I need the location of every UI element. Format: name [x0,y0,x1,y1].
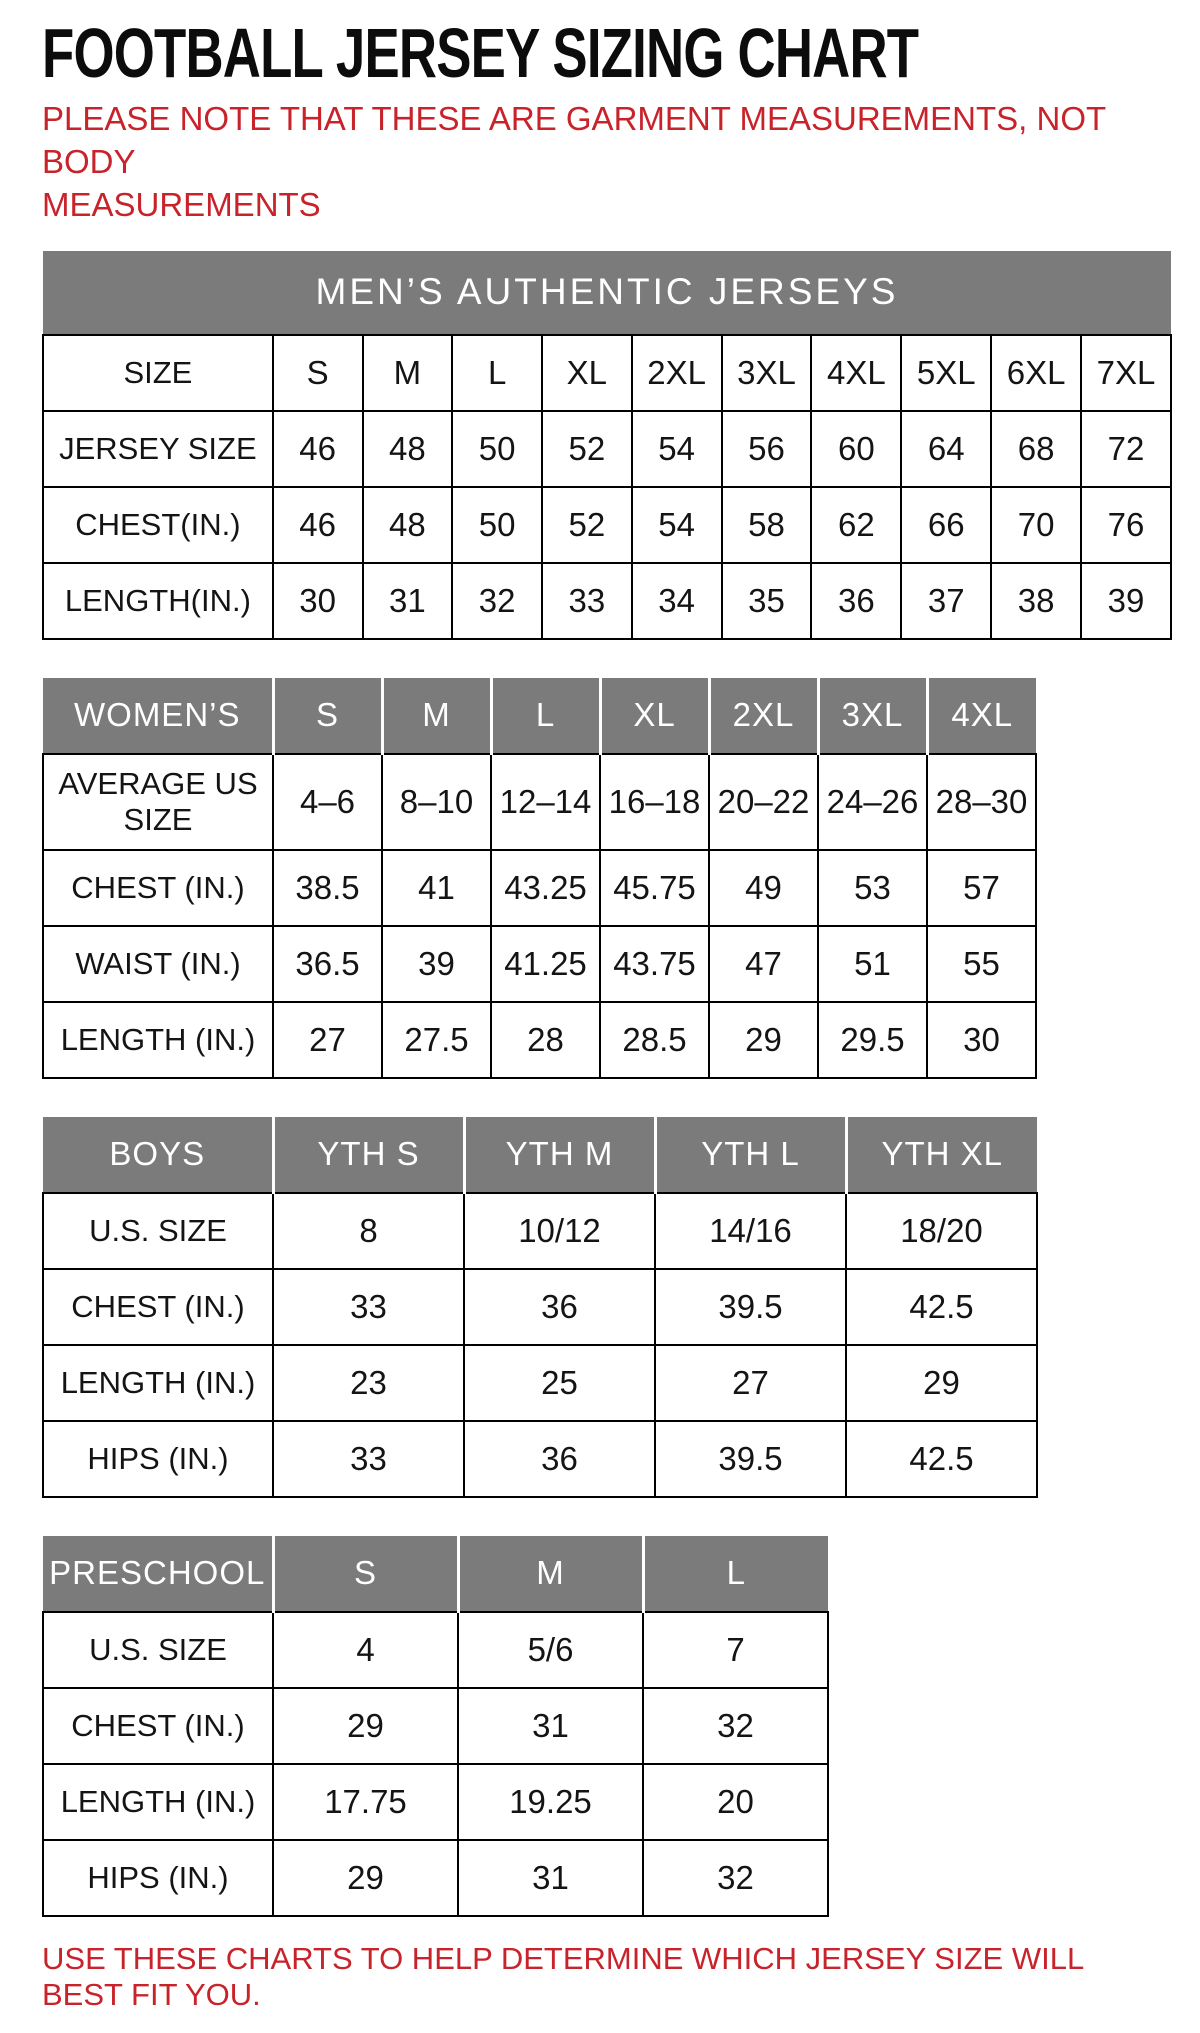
value-cell: 39 [382,926,491,1002]
table-row [43,1612,828,1688]
value-cell: 32 [643,1840,828,1916]
value-cell: 16–18 [600,754,709,850]
value-cell: 36.5 [273,926,382,1002]
size-label-cell: 2XL [632,335,722,411]
value-cell: 57 [927,850,1036,926]
value-cell: 41.25 [491,926,600,1002]
value-cell: 32 [643,1688,828,1764]
value-cell: 50 [452,411,542,487]
column-header-cell: L [643,1536,828,1612]
value-cell: 36 [811,563,901,639]
value-cell: 28–30 [927,754,1036,850]
row-label-cell: LENGTH (IN.) [43,1345,273,1421]
value-cell: 54 [632,411,722,487]
value-cell: 54 [632,487,722,563]
value-cell: 18/20 [846,1193,1037,1269]
value-cell: 41 [382,850,491,926]
note-line-2: MEASUREMENTS [42,185,321,223]
table-row [43,487,1171,563]
value-cell: 35 [722,563,812,639]
value-cell: 12–14 [491,754,600,850]
row-label-cell: LENGTH (IN.) [43,1764,273,1840]
value-cell: 29.5 [818,1002,927,1078]
row-label-cell: CHEST (IN.) [43,1269,273,1345]
mens-authentic-jerseys-table [42,251,1172,640]
row-label-cell: HIPS (IN.) [43,1421,273,1497]
table-row [43,1345,1037,1421]
value-cell: 68 [991,411,1081,487]
value-cell: 24–26 [818,754,927,850]
size-label-cell: 4XL [811,335,901,411]
table-row [43,1536,828,1612]
value-cell: 27 [655,1345,846,1421]
value-cell: 66 [901,487,991,563]
table-row [43,754,1036,850]
value-cell: 23 [273,1345,464,1421]
value-cell: 50 [452,487,542,563]
value-cell: 27 [273,1002,382,1078]
table-row [43,678,1036,754]
column-header-cell: L [491,678,600,754]
size-label-cell: XL [542,335,632,411]
size-label-cell: M [363,335,453,411]
value-cell: 7 [643,1612,828,1688]
value-cell: 28 [491,1002,600,1078]
value-cell: 31 [363,563,453,639]
value-cell: 52 [542,487,632,563]
value-cell: 53 [818,850,927,926]
value-cell: 34 [632,563,722,639]
value-cell: 70 [991,487,1081,563]
value-cell: 29 [709,1002,818,1078]
value-cell: 36 [464,1421,655,1497]
table-row [43,251,1171,335]
size-label-cell: 5XL [901,335,991,411]
value-cell: 29 [846,1345,1037,1421]
value-cell: 46 [273,411,363,487]
table-row [43,850,1036,926]
column-header-cell: YTH XL [846,1117,1037,1193]
value-cell: 28.5 [600,1002,709,1078]
value-cell: 48 [363,411,453,487]
column-header-cell: XL [600,678,709,754]
value-cell: 56 [722,411,812,487]
value-cell: 30 [273,563,363,639]
value-cell: 33 [273,1421,464,1497]
row-label-cell: CHEST(IN.) [43,487,273,563]
value-cell: 31 [458,1688,643,1764]
boys-table [42,1117,1038,1498]
page-title: FOOTBALL JERSEY SIZING CHART [42,13,919,92]
value-cell: 32 [452,563,542,639]
value-cell: 4–6 [273,754,382,850]
row-label-cell: U.S. SIZE [43,1193,273,1269]
value-cell: 14/16 [655,1193,846,1269]
footer-note: USE THESE CHARTS TO HELP DETERMINE WHICH JERSEY SIZE WILL BEST FIT YOU. [42,1940,1084,2012]
column-header-cell: YTH M [464,1117,655,1193]
column-header-cell: 2XL [709,678,818,754]
size-label-cell: 6XL [991,335,1081,411]
value-cell: 20 [643,1764,828,1840]
value-cell: 47 [709,926,818,1002]
boys-table-title: BOYS [43,1117,273,1193]
value-cell: 62 [811,487,901,563]
womens-table-title: WOMEN’S [43,678,273,754]
garment-measurements-note [42,98,1172,227]
table-row [43,1688,828,1764]
row-label-cell: JERSEY SIZE [43,411,273,487]
value-cell: 29 [273,1688,458,1764]
value-cell: 49 [709,850,818,926]
table-row [43,1421,1037,1497]
row-label-cell: AVERAGE US SIZE [43,754,273,850]
value-cell: 42.5 [846,1269,1037,1345]
preschool-table [42,1536,829,1917]
note-line-1: PLEASE NOTE THAT THESE ARE GARMENT MEASUREMENTS, NOT BODY [42,100,1106,180]
table-row [43,335,1171,411]
value-cell: 42.5 [846,1421,1037,1497]
column-header-cell: 3XL [818,678,927,754]
value-cell: 52 [542,411,632,487]
table-row [43,1002,1036,1078]
value-cell: 5/6 [458,1612,643,1688]
value-cell: 27.5 [382,1002,491,1078]
value-cell: 64 [901,411,991,487]
value-cell: 60 [811,411,901,487]
value-cell: 38.5 [273,850,382,926]
womens-table [42,678,1037,1079]
row-label-cell: LENGTH (IN.) [43,1002,273,1078]
value-cell: 39 [1081,563,1171,639]
preschool-table-title: PRESCHOOL [43,1536,273,1612]
value-cell: 17.75 [273,1764,458,1840]
value-cell: 33 [273,1269,464,1345]
size-label-cell: 7XL [1081,335,1171,411]
value-cell: 33 [542,563,632,639]
value-cell: 46 [273,487,363,563]
value-cell: 43.25 [491,850,600,926]
column-header-cell: M [458,1536,643,1612]
value-cell: 36 [464,1269,655,1345]
value-cell: 48 [363,487,453,563]
value-cell: 38 [991,563,1081,639]
value-cell: 45.75 [600,850,709,926]
row-label-cell: HIPS (IN.) [43,1840,273,1916]
table-row [43,1117,1037,1193]
row-label-cell: CHEST (IN.) [43,850,273,926]
column-header-cell: YTH S [273,1117,464,1193]
table-row [43,1193,1037,1269]
size-label-cell: S [273,335,363,411]
table-row [43,411,1171,487]
value-cell: 39.5 [655,1269,846,1345]
value-cell: 8–10 [382,754,491,850]
column-header-cell: S [273,1536,458,1612]
row-label-cell: SIZE [43,335,273,411]
row-label-cell: CHEST (IN.) [43,1688,273,1764]
value-cell: 51 [818,926,927,1002]
mens-table-title: MEN’S AUTHENTIC JERSEYS [43,251,1171,335]
row-label-cell: LENGTH(IN.) [43,563,273,639]
value-cell: 10/12 [464,1193,655,1269]
value-cell: 58 [722,487,812,563]
value-cell: 8 [273,1193,464,1269]
size-label-cell: 3XL [722,335,812,411]
value-cell: 39.5 [655,1421,846,1497]
value-cell: 29 [273,1840,458,1916]
table-row [43,1269,1037,1345]
value-cell: 43.75 [600,926,709,1002]
value-cell: 30 [927,1002,1036,1078]
row-label-cell: WAIST (IN.) [43,926,273,1002]
size-label-cell: L [452,335,542,411]
column-header-cell: S [273,678,382,754]
value-cell: 20–22 [709,754,818,850]
column-header-cell: YTH L [655,1117,846,1193]
value-cell: 55 [927,926,1036,1002]
table-row [43,926,1036,1002]
row-label-cell: U.S. SIZE [43,1612,273,1688]
value-cell: 19.25 [458,1764,643,1840]
value-cell: 25 [464,1345,655,1421]
column-header-cell: 4XL [927,678,1036,754]
table-row [43,1764,828,1840]
value-cell: 4 [273,1612,458,1688]
value-cell: 76 [1081,487,1171,563]
column-header-cell: M [382,678,491,754]
table-row [43,563,1171,639]
value-cell: 31 [458,1840,643,1916]
value-cell: 72 [1081,411,1171,487]
table-row [43,1840,828,1916]
value-cell: 37 [901,563,991,639]
